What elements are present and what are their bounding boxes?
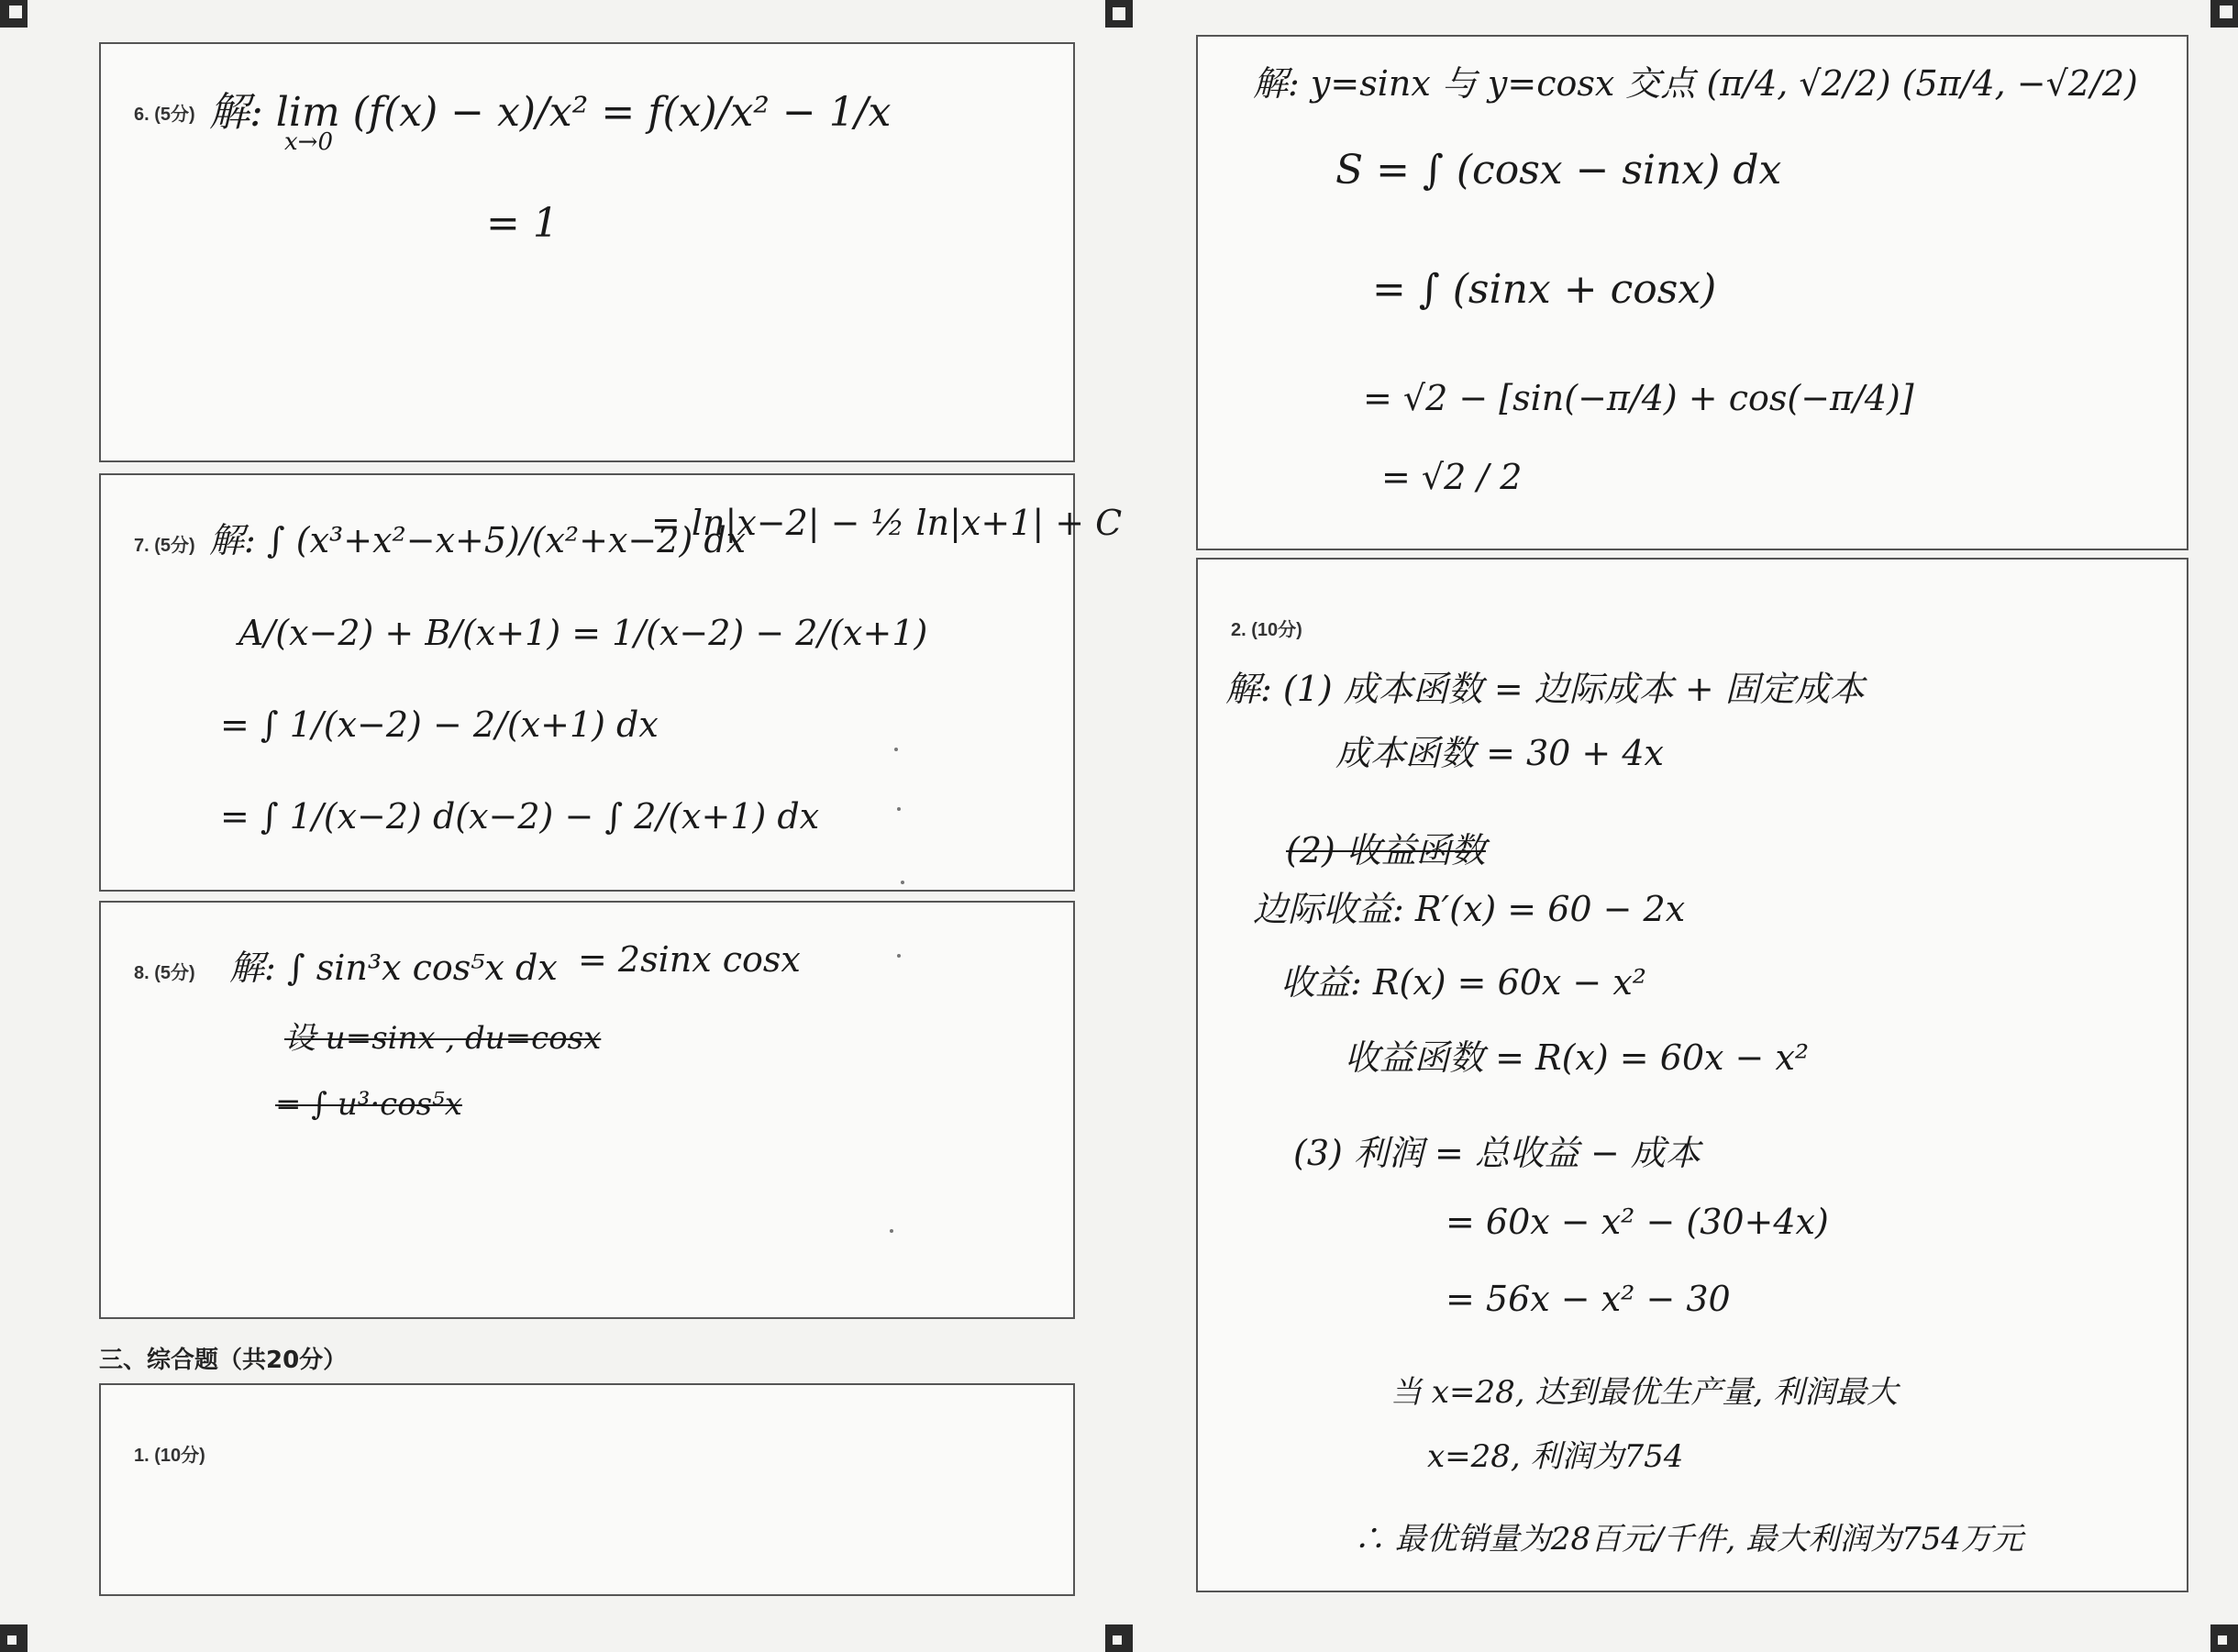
handwritten-line: A/(x−2) + B/(x+1) = 1/(x−2) − 2/(x+1) [238,613,928,653]
handwritten-line: 解: ∫ (x³+x²−x+5)/(x²+x−2) dx [209,520,747,560]
handwritten-line: = ∫ 1/(x−2) d(x−2) − ∫ 2/(x+1) dx [220,796,820,837]
handwritten-line: 收益: R(x) = 60x − x² [1280,962,1647,1003]
handwritten-line: 当 x=28, 达到最优生产量, 利润最大 [1390,1374,1898,1411]
handwritten-line: = ∫ (sinx + cosx) [1372,266,1717,313]
question-number: 6. (5分) [134,105,195,125]
handwritten-line: x=28, 利润为754 [1427,1438,1684,1475]
handwritten-line: ∴ 最优销量为28百元/千件, 最大利润为754万元 [1354,1521,2024,1558]
handwritten-line: x→0 [284,128,333,156]
solution-box-c1 [1196,35,2188,550]
right-page [1119,0,2238,1652]
stray-mark [894,748,898,751]
crossed-out-line: = ∫ u³·cos⁵x [275,1086,462,1123]
handwritten-line: = ln|x−2| − ½ ln|x+1| + C [651,503,1123,543]
crossed-out-line: (2) 收益函数 [1286,830,1486,870]
answer-box-q6 [99,42,1075,462]
handwritten-line: 解: (1) 成本函数 = 边际成本 + 固定成本 [1225,669,1865,709]
handwritten-line: = 60x − x² − (30+4x) [1446,1202,1829,1242]
answer-box-q7 [99,473,1123,892]
question-number: 1. (10分) [134,1446,205,1466]
section-title: 三、综合题（共20分） [99,1347,348,1374]
handwritten-line: = 2sinx cosx [578,939,801,980]
handwritten-line: 解: ∫ sin³x cos⁵x dx [229,948,558,988]
stray-mark [901,881,904,884]
handwritten-line: (3) 利润 = 总收益 − 成本 [1293,1133,1701,1173]
handwritten-line: = 56x − x² − 30 [1446,1279,1731,1319]
question-number: 8. (5分) [134,963,195,983]
handwritten-line: = ∫ 1/(x−2) − 2/(x+1) dx [220,704,659,745]
handwritten-line: S = ∫ (cosx − sinx) dx [1335,147,1782,194]
question-number: 7. (5分) [134,536,195,556]
handwritten-line: 解: y=sinx 与 y=cosx 交点 (π/4, √2/2) (5π/4, −√2/2) [1253,63,2138,104]
handwritten-line: = √2 − [sin(−π/4) + cos(−π/4)] [1363,378,1914,418]
crossed-out-line: 设 u=sinx , du=cosx [284,1020,602,1057]
handwritten-line: 成本函数 = 30 + 4x [1335,733,1664,773]
answer-box-c1 [99,1383,1075,1596]
handwritten-line: 解: lim (f(x) − x)/x² = f(x)/x² − 1/x [209,89,892,136]
answer-box-c2 [1196,558,2188,1592]
handwritten-line: = 1 [486,200,559,247]
stray-mark [897,807,901,811]
stray-mark [890,1229,893,1233]
handwritten-line: 边际收益: R′(x) = 60 − 2x [1253,889,1686,929]
answer-box-q8 [99,901,1075,1319]
handwritten-line: 收益函数 = R(x) = 60x − x² [1345,1037,1810,1078]
stray-mark [897,954,901,958]
handwritten-line: = √2 / 2 [1381,457,1523,497]
question-number: 2. (10分) [1231,620,1302,640]
